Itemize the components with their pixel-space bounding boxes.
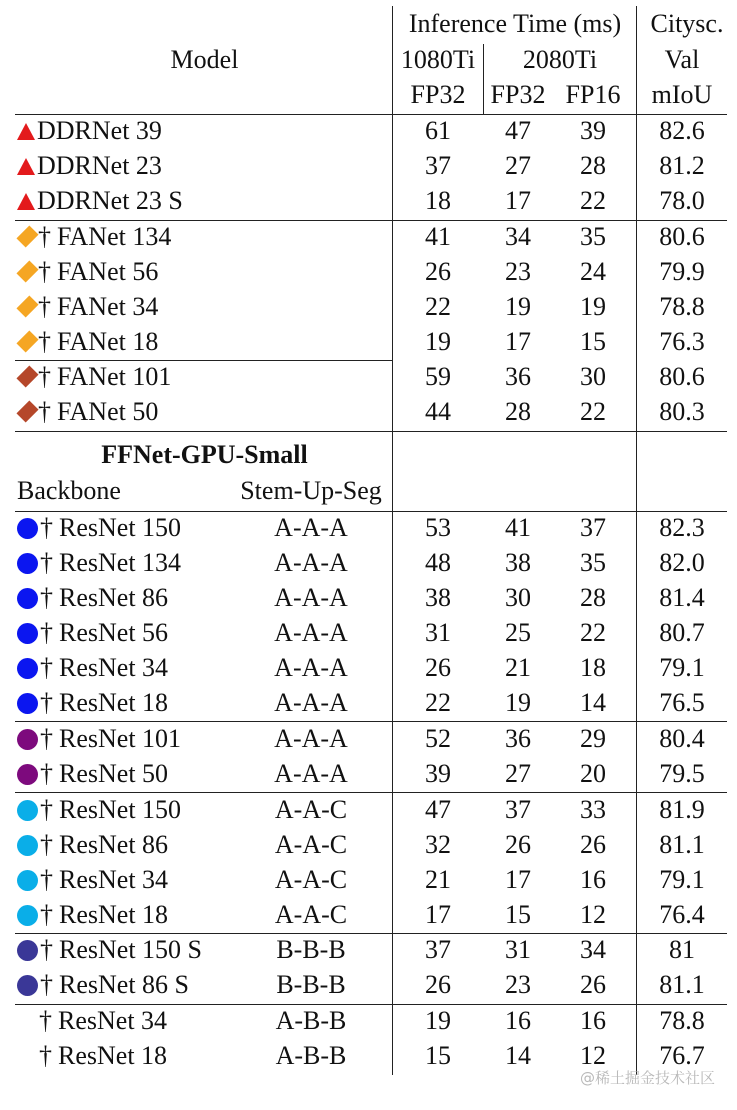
time-2080ti-fp16-cell: 18 [580, 653, 606, 682]
circle-marker-icon [17, 800, 38, 821]
time-2080ti-fp32-cell: 36 [505, 724, 531, 753]
time-2080ti-fp16-cell: 29 [580, 724, 606, 753]
circle-marker-icon [17, 553, 38, 574]
time-1080ti-fp32-cell: 22 [425, 688, 451, 717]
table-row [0, 113, 737, 148]
time-2080ti-fp16-cell: 14 [580, 688, 606, 717]
dagger-mark: † [38, 222, 51, 251]
time-1080ti-fp32-cell: 19 [425, 1006, 451, 1035]
header-citysc: Citysc. [650, 9, 724, 38]
dagger-mark: † [40, 688, 53, 717]
miou-cell: 80.3 [659, 397, 705, 426]
table-row [0, 183, 737, 218]
miou-cell: 79.5 [659, 759, 705, 788]
time-1080ti-fp32-cell: 22 [425, 292, 451, 321]
time-2080ti-fp32-cell: 31 [505, 935, 531, 964]
time-2080ti-fp16-cell: 30 [580, 362, 606, 391]
stem-up-seg-cell: A-B-B [275, 1041, 347, 1070]
table-row [0, 1003, 737, 1038]
time-2080ti-fp16-cell: 12 [580, 1041, 606, 1070]
time-2080ti-fp32-cell: 28 [505, 397, 531, 426]
model-cell [17, 148, 392, 183]
dagger-mark: † [39, 1006, 52, 1035]
time-2080ti-fp16-cell: 26 [580, 970, 606, 999]
table-row [0, 792, 737, 827]
model-cell [17, 254, 392, 289]
miou-cell: 78.8 [659, 292, 705, 321]
stem-up-seg-cell: A-A-A [274, 513, 348, 542]
circle-marker-icon [17, 905, 38, 926]
time-2080ti-fp32-cell: 30 [505, 583, 531, 612]
diamond-marker-icon [16, 295, 38, 317]
table-row [0, 545, 737, 580]
miou-cell: 76.4 [659, 900, 705, 929]
model-cell [17, 183, 392, 218]
miou-cell: 76.7 [659, 1041, 705, 1070]
time-2080ti-fp16-cell: 26 [580, 830, 606, 859]
table-row [0, 148, 737, 183]
time-1080ti-fp32-cell: 52 [425, 724, 451, 753]
miou-cell: 82.3 [659, 513, 705, 542]
header-gpu-1080ti: 1080Ti [400, 45, 476, 74]
group-rule-ddrnet [15, 220, 727, 221]
time-2080ti-fp32-cell: 19 [505, 688, 531, 717]
stem-up-seg-column-header: Stem-Up-Seg [240, 476, 382, 505]
stem-up-seg-cell: A-A-A [274, 653, 348, 682]
dagger-mark: † [38, 397, 51, 426]
time-2080ti-fp32-cell: 27 [505, 759, 531, 788]
miou-cell: 78.8 [659, 1006, 705, 1035]
circle-marker-icon [17, 764, 38, 785]
time-2080ti-fp32-cell: 17 [505, 865, 531, 894]
time-1080ti-fp32-cell: 18 [425, 186, 451, 215]
table-row [0, 510, 737, 545]
dagger-mark: † [40, 759, 53, 788]
stem-up-seg-cell: A-A-C [274, 865, 348, 894]
ffnet-block-title: FFNet-GPU-Small [101, 440, 308, 469]
circle-marker-icon [17, 693, 38, 714]
model-cell [17, 219, 392, 254]
model-name: ResNet 86 S [59, 970, 189, 999]
group-rule-fanet-brown [15, 360, 393, 361]
model-name: ResNet 150 [59, 795, 182, 824]
time-1080ti-fp32-cell: 59 [425, 362, 451, 391]
table-row [0, 580, 737, 615]
stem-up-seg-cell: A-A-C [274, 830, 348, 859]
time-2080ti-fp32-cell: 26 [505, 830, 531, 859]
stem-up-seg-cell: A-A-A [274, 688, 348, 717]
table-row [0, 254, 737, 289]
circle-marker-icon [17, 658, 38, 679]
model-name: ResNet 150 [59, 513, 182, 542]
time-2080ti-fp16-cell: 16 [580, 865, 606, 894]
time-2080ti-fp32-cell: 21 [505, 653, 531, 682]
time-2080ti-fp16-cell: 22 [580, 186, 606, 215]
model-name: ResNet 101 [59, 724, 182, 753]
miou-cell: 81 [669, 935, 695, 964]
time-2080ti-fp16-cell: 20 [580, 759, 606, 788]
miou-cell: 81.9 [659, 795, 705, 824]
header-fp32-2080: FP32 [490, 80, 546, 109]
time-1080ti-fp32-cell: 37 [425, 935, 451, 964]
table-row [0, 359, 737, 394]
time-2080ti-fp16-cell: 12 [580, 900, 606, 929]
stem-up-seg-cell: B-B-B [276, 970, 346, 999]
stem-up-seg-cell: A-B-B [275, 1006, 347, 1035]
time-2080ti-fp16-cell: 35 [580, 548, 606, 577]
dagger-mark: † [40, 865, 53, 894]
time-1080ti-fp32-cell: 26 [425, 653, 451, 682]
circle-marker-icon [17, 623, 38, 644]
triangle-marker-icon [17, 158, 35, 175]
time-2080ti-fp32-cell: 34 [505, 222, 531, 251]
dagger-mark: † [38, 362, 51, 391]
circle-marker-icon [17, 729, 38, 750]
time-2080ti-fp16-cell: 33 [580, 795, 606, 824]
time-2080ti-fp32-cell: 16 [505, 1006, 531, 1035]
time-1080ti-fp32-cell: 31 [425, 618, 451, 647]
miou-cell: 82.0 [659, 548, 705, 577]
model-name: FANet 18 [57, 327, 159, 356]
dagger-mark: † [40, 970, 53, 999]
stem-up-seg-cell: A-A-A [274, 583, 348, 612]
stem-up-seg-cell: A-A-A [274, 759, 348, 788]
model-cell [17, 359, 392, 394]
dagger-mark: † [40, 618, 53, 647]
dagger-mark: † [40, 795, 53, 824]
time-2080ti-fp32-cell: 27 [505, 151, 531, 180]
header-val: Val [664, 45, 700, 74]
model-name: ResNet 18 [58, 1041, 168, 1070]
time-2080ti-fp32-cell: 47 [505, 116, 531, 145]
model-cell [17, 289, 392, 324]
header-inference-time: Inference Time (ms) [408, 9, 622, 38]
time-1080ti-fp32-cell: 61 [425, 116, 451, 145]
table-row [0, 685, 737, 720]
header-fp16-2080: FP16 [565, 80, 621, 109]
time-2080ti-fp32-cell: 23 [505, 257, 531, 286]
vrule-1080 [483, 44, 484, 114]
time-2080ti-fp32-cell: 17 [505, 186, 531, 215]
table-row [0, 615, 737, 650]
model-name: ResNet 86 [59, 830, 169, 859]
miou-cell: 81.1 [659, 970, 705, 999]
vrule-miou [636, 6, 637, 1075]
time-1080ti-fp32-cell: 26 [425, 257, 451, 286]
header-rule [15, 114, 727, 115]
time-2080ti-fp32-cell: 14 [505, 1041, 531, 1070]
miou-cell: 79.1 [659, 865, 705, 894]
diamond-marker-icon [16, 225, 38, 247]
table-row [0, 650, 737, 685]
time-2080ti-fp16-cell: 22 [580, 397, 606, 426]
miou-cell: 80.4 [659, 724, 705, 753]
time-2080ti-fp16-cell: 15 [580, 327, 606, 356]
diamond-marker-icon [16, 260, 38, 282]
stem-up-seg-cell: A-A-A [274, 618, 348, 647]
circle-marker-icon [17, 518, 38, 539]
time-2080ti-fp32-cell: 19 [505, 292, 531, 321]
miou-cell: 80.6 [659, 362, 705, 391]
model-name: DDRNet 23 [37, 151, 162, 180]
table-row [0, 289, 737, 324]
header-fp32-1080: FP32 [410, 80, 466, 109]
dagger-mark: † [39, 1041, 52, 1070]
header-model: Model [170, 45, 239, 74]
model-name: ResNet 150 S [59, 935, 202, 964]
miou-cell: 76.3 [659, 327, 705, 356]
time-2080ti-fp16-cell: 37 [580, 513, 606, 542]
time-1080ti-fp32-cell: 26 [425, 970, 451, 999]
table-row [0, 394, 737, 429]
diamond-marker-icon [16, 330, 38, 352]
model-name: ResNet 18 [59, 688, 169, 717]
miou-cell: 81.4 [659, 583, 705, 612]
time-2080ti-fp16-cell: 28 [580, 583, 606, 612]
circle-marker-icon [17, 588, 38, 609]
dagger-mark: † [40, 513, 53, 542]
circle-marker-icon [17, 975, 38, 996]
time-1080ti-fp32-cell: 41 [425, 222, 451, 251]
group-rule-ffnet [15, 431, 727, 432]
dagger-mark: † [40, 935, 53, 964]
time-1080ti-fp32-cell: 32 [425, 830, 451, 859]
time-2080ti-fp32-cell: 23 [505, 970, 531, 999]
time-1080ti-fp32-cell: 47 [425, 795, 451, 824]
time-2080ti-fp16-cell: 24 [580, 257, 606, 286]
table-row [0, 967, 737, 1002]
miou-cell: 79.9 [659, 257, 705, 286]
time-2080ti-fp32-cell: 36 [505, 362, 531, 391]
group-rule-cyan [15, 792, 727, 793]
time-1080ti-fp32-cell: 15 [425, 1041, 451, 1070]
time-2080ti-fp16-cell: 35 [580, 222, 606, 251]
dagger-mark: † [38, 327, 51, 356]
time-2080ti-fp16-cell: 39 [580, 116, 606, 145]
model-name: ResNet 86 [59, 583, 169, 612]
dagger-mark: † [40, 548, 53, 577]
model-name: FANet 34 [57, 292, 159, 321]
triangle-marker-icon [17, 123, 35, 140]
time-2080ti-fp32-cell: 41 [505, 513, 531, 542]
stem-up-seg-cell: A-A-A [274, 724, 348, 753]
dagger-mark: † [40, 900, 53, 929]
header-miou: mIoU [651, 80, 713, 109]
model-name: ResNet 34 [59, 653, 169, 682]
time-2080ti-fp32-cell: 25 [505, 618, 531, 647]
miou-cell: 81.2 [659, 151, 705, 180]
model-name: ResNet 134 [59, 548, 182, 577]
time-1080ti-fp32-cell: 17 [425, 900, 451, 929]
group-rule-purple [15, 721, 727, 722]
time-2080ti-fp32-cell: 15 [505, 900, 531, 929]
stem-up-seg-cell: A-A-C [274, 795, 348, 824]
time-1080ti-fp32-cell: 19 [425, 327, 451, 356]
triangle-marker-icon [17, 193, 35, 210]
table-row [0, 721, 737, 756]
dagger-mark: † [38, 257, 51, 286]
miou-cell: 78.0 [659, 186, 705, 215]
table-row [0, 897, 737, 932]
miou-cell: 80.7 [659, 618, 705, 647]
dagger-mark: † [40, 583, 53, 612]
model-name: ResNet 34 [58, 1006, 168, 1035]
time-1080ti-fp32-cell: 53 [425, 513, 451, 542]
model-name: ResNet 18 [59, 900, 169, 929]
stem-up-seg-cell: A-A-C [274, 900, 348, 929]
vrule-model [392, 6, 393, 1075]
model-name: FANet 134 [57, 222, 172, 251]
dagger-mark: † [40, 724, 53, 753]
model-name: DDRNet 23 S [37, 186, 183, 215]
time-2080ti-fp32-cell: 38 [505, 548, 531, 577]
dagger-mark: † [40, 830, 53, 859]
time-2080ti-fp32-cell: 37 [505, 795, 531, 824]
circle-marker-icon [17, 835, 38, 856]
time-2080ti-fp16-cell: 34 [580, 935, 606, 964]
time-1080ti-fp32-cell: 21 [425, 865, 451, 894]
header-gpu-2080ti: 2080Ti [522, 45, 598, 74]
miou-cell: 81.1 [659, 830, 705, 859]
diamond-marker-icon [16, 365, 38, 387]
stem-up-seg-cell: B-B-B [276, 935, 346, 964]
diamond-marker-icon [16, 400, 38, 422]
time-2080ti-fp16-cell: 22 [580, 618, 606, 647]
time-1080ti-fp32-cell: 48 [425, 548, 451, 577]
model-name: ResNet 56 [59, 618, 169, 647]
model-cell [17, 324, 392, 359]
watermark: @稀土掘金技术社区 [579, 1069, 715, 1087]
model-cell [17, 113, 392, 148]
time-2080ti-fp16-cell: 19 [580, 292, 606, 321]
group-rule-plain [15, 1004, 727, 1005]
model-name: ResNet 50 [59, 759, 169, 788]
circle-marker-icon [17, 870, 38, 891]
time-2080ti-fp16-cell: 28 [580, 151, 606, 180]
model-cell [17, 394, 392, 429]
table-row [0, 932, 737, 967]
time-2080ti-fp16-cell: 16 [580, 1006, 606, 1035]
model-name: DDRNet 39 [37, 116, 162, 145]
model-name: ResNet 34 [59, 865, 169, 894]
time-1080ti-fp32-cell: 44 [425, 397, 451, 426]
table-row [0, 862, 737, 897]
dagger-mark: † [38, 292, 51, 321]
group-rule-subheader [15, 511, 727, 512]
time-1080ti-fp32-cell: 39 [425, 759, 451, 788]
table-row [0, 756, 737, 791]
model-name: FANet 56 [57, 257, 159, 286]
miou-cell: 79.1 [659, 653, 705, 682]
table-row [0, 827, 737, 862]
time-1080ti-fp32-cell: 38 [425, 583, 451, 612]
circle-marker-icon [17, 940, 38, 961]
stem-up-seg-cell: A-A-A [274, 548, 348, 577]
group-rule-indigo [15, 933, 727, 934]
miou-cell: 80.6 [659, 222, 705, 251]
table-row [0, 219, 737, 254]
table-row [0, 324, 737, 359]
miou-cell: 82.6 [659, 116, 705, 145]
time-1080ti-fp32-cell: 37 [425, 151, 451, 180]
model-name: FANet 101 [57, 362, 172, 391]
time-2080ti-fp32-cell: 17 [505, 327, 531, 356]
dagger-mark: † [40, 653, 53, 682]
miou-cell: 76.5 [659, 688, 705, 717]
backbone-column-header: Backbone [17, 476, 121, 505]
model-name: FANet 50 [57, 397, 159, 426]
